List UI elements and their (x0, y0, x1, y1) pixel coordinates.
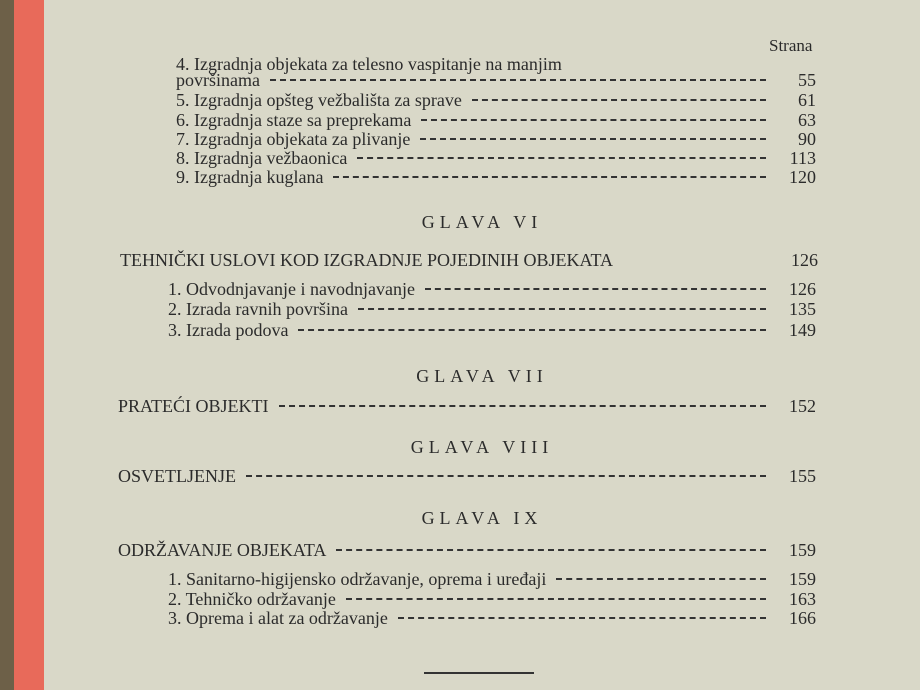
toc-entry-page: 149 (789, 320, 816, 340)
chapter-title-9 (118, 540, 816, 561)
toc-entry-9-1 (168, 569, 816, 590)
chapter-title-label: OSVETLJENJE (118, 466, 236, 486)
chapter-title-8 (118, 466, 816, 487)
bottom-rule (424, 672, 534, 674)
leader-dashes (279, 405, 766, 407)
toc-entry-page: 159 (789, 569, 816, 589)
leader-dashes (472, 99, 766, 101)
chapter-title-page: 155 (789, 466, 816, 486)
leader-dashes (421, 119, 766, 121)
toc-entry-6-1 (168, 279, 816, 300)
toc-entry-page: 61 (798, 90, 816, 110)
toc-entry-label: 3. Oprema i alat za održavanje (168, 608, 388, 628)
toc-entry-6 (176, 110, 816, 131)
toc-entry-label: 2. Izrada ravnih površina (168, 299, 348, 319)
toc-entry-page: 113 (789, 148, 816, 168)
toc-entry-label: 3. Izrada podova (168, 320, 289, 340)
toc-entry-4 (176, 70, 816, 91)
toc-entry-9-3 (168, 608, 816, 629)
leader-dashes (425, 288, 766, 290)
toc-entry-page: 166 (789, 608, 816, 628)
page-edge (14, 0, 44, 690)
leader-dashes (270, 79, 766, 81)
chapter-heading-9: GLAVA IX (421, 508, 543, 528)
leader-dashes (333, 176, 766, 178)
page-column-label: Strana (769, 36, 813, 55)
toc-entry-label: 5. Izgradnja opšteg vežbališta za sprave (176, 90, 462, 110)
toc-entry-label: površinama (176, 70, 260, 90)
chapter-title-page: 152 (789, 396, 816, 416)
chapter-heading-6: GLAVA VI (421, 212, 543, 232)
chapter-heading-8: GLAVA VIII (410, 437, 554, 457)
leader-dashes (556, 578, 766, 580)
toc-entry-label: 8. Izgradnja vežbaonica (176, 148, 348, 168)
toc-entry-page: 63 (798, 110, 816, 130)
toc-entry-9 (176, 167, 816, 188)
toc-entry-6-3 (168, 320, 816, 341)
leader-dashes (298, 329, 766, 331)
chapter-title-page: 126 (791, 250, 818, 270)
toc-entry-label: 1. Odvodnjavanje i navodnjavanje (168, 279, 415, 299)
toc-entry-page: 120 (789, 167, 816, 187)
toc-entry-5 (176, 90, 816, 111)
toc-entry-label: 2. Tehničko održavanje (168, 589, 336, 609)
chapter-title-page: 159 (789, 540, 816, 560)
toc-entry-page: 126 (789, 279, 816, 299)
chapter-title-7 (118, 396, 816, 417)
leader-dashes (357, 157, 766, 159)
toc-entry-page: 135 (789, 299, 816, 319)
leader-dashes (398, 617, 766, 619)
toc-entry-page: 90 (798, 129, 816, 149)
toc-entry-label: 9. Izgradnja kuglana (176, 167, 324, 187)
leader-dashes (246, 475, 766, 477)
toc-entry-label: 7. Izgradnja objekata za plivanje (176, 129, 411, 149)
chapter-title-label: TEHNIČKI USLOVI KOD IZGRADNJE POJEDINIH OBJEKATA (120, 250, 614, 270)
toc-page (44, 0, 920, 690)
chapter-title-label: ODRŽAVANJE OBJEKATA (118, 540, 327, 560)
leader-dashes (358, 308, 766, 310)
leader-dashes (420, 138, 766, 140)
leader-dashes (336, 549, 766, 551)
toc-entry-label: 6. Izgradnja staze sa preprekama (176, 110, 412, 130)
toc-entry-4-line1: 4. Izgradnja objekata za telesno vaspitanje na manjim (176, 54, 562, 74)
toc-entry-label: 1. Sanitarno-higijensko održavanje, oprema i uređaji (168, 569, 547, 589)
leader-dashes (346, 598, 766, 600)
toc-entry-page: 55 (798, 70, 816, 90)
toc-entry-6-2 (168, 299, 816, 320)
toc-entry-8 (176, 148, 816, 169)
toc-entry-7 (176, 129, 816, 150)
chapter-title-label: PRATEĆI OBJEKTI (118, 396, 269, 416)
chapter-heading-7: GLAVA VII (416, 366, 548, 386)
toc-entry-page: 163 (789, 589, 816, 609)
toc-entry-9-2 (168, 589, 816, 610)
chapter-title-6 (120, 250, 818, 271)
